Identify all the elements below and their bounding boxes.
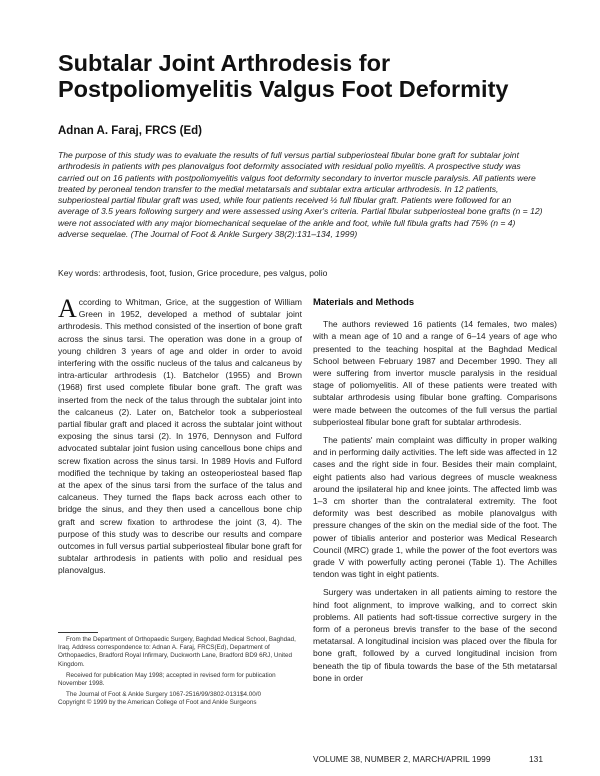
abstract: The purpose of this study was to evaluate the results of full versus partial subperiosteal fibular bone graft for subtalar joint arthrodesis in patients with pes planovalgus foot deformity associated with residual polio myelitis. A prospective study was carried out on 16 patients with postpoliomyelitis valgus foot deformity secondary to invertor muscle paralysis. All patients were treated by peroneal tendon transfer to the medial metatarsals and subtalar extra articular arthrodesis. In 12 patients, subperiosteal partial fibular graft was used, while four patients received ½ full fibular graft. Patients were followed for an average of 3.5 years following surgery and were assessed using Axer's criteria. Partial fibular subperiosteal bone grafts (n = 12) were not associated with any major biomechanical sequelae of the ankle and foot, while full fibula grafts had 75% (n = 4) adverse sequelae. (The Journal of Foot & Ankle Surgery 38(2):131–134, 1999) [58, 150, 543, 240]
keywords: Key words: arthrodesis, foot, fusion, Grice procedure, pes valgus, polio [58, 268, 328, 278]
right-column [313, 296, 557, 684]
intro-paragraph [58, 296, 302, 577]
footnote-journal: The Journal of Foot & Ankle Surgery 1067-2516/99/3802-0131$4.00/0 [66, 691, 261, 699]
page-footer [313, 754, 543, 764]
footnote-copyright: Copyright © 1999 by the American College of Foot and Ankle Surgeons [58, 699, 257, 707]
methods-paragraph-1: The authors reviewed 16 patients (14 females, two males) with a mean age of 10 and a range of 6–14 years of age who presented to the teaching hospital at the Baghdad Medical School between February 1987 and December 1990. They all were suffering from invertor muscle paralysis in the residual stage of poliomyelitis. All of these patients were treated with subtalar arthrodesis using fibular bone grafting. Comparisons were made between the outcomes of the full versus the partial subperiosteal fibular bone graft for subtalar arthrodesis. [313, 319, 557, 427]
footnotes [58, 636, 302, 711]
intro-paragraph-text: ccording to Whitman, Grice, at the suggestion of William Green in 1952, developed a method of subtalar joint arthrodesis. This method consisted of the insertion of bone graft across the sinus tarsi. The operation was done in a group of young children 3 years of age and older in order to avoid interfering with the ossific nucleus of the talus and calcaneus by intra-articular arthrodesis (1). Batchelor (1955) and Brown (1968) first used complete fibular bone graft. The graft was inserted from the neck of the talus through the subtalar joint into the calcaneus (2). Later on, Batchelor took a subperiosteal partial fibular graft and placed it across the subtalar joint without exposing the sinus tarsi (2). In 1976, Dennyson and Fulford advocated subtalar joint fusion using cancellous bone chips and screw fixation across the sinus tarsi. In 1989 Hovis and Fulford modified the technique by taking an osteoperiosteal based flap at the apex of the sinus tarsi from the surface of the talus and calcaneus. They turned the flaps back across each other to bridge the sinus, and they then used a cancellous bone chip graft and screw fixation to arthrodese the joint (3, 4). The purpose of this study was to describe our results and compare outcomes in full versus partial subperiosteal fibular bone graft for subtalar arthrodesis in patients with polio and residual pes planovalgus. [58, 297, 302, 576]
article-title-line-1: Subtalar Joint Arthrodesis for [58, 50, 391, 76]
section-heading-materials-methods: Materials and Methods [313, 296, 415, 307]
methods-paragraph-3: Surgery was undertaken in all patients aiming to restore the hind foot alignment, to improve walking, and to correct skin problems. All patients had soft-tissue corrective surgery in the form of a peroneus brevis transfer to the base of the second metatarsal. A longitudinal incision was placed over the fibula for bone graft, followed by a curved longitudinal incision from beneath the tip of fibula towards the base of the 5th metatarsal bone in order [313, 587, 557, 683]
left-column [58, 296, 302, 577]
article-title-line-2: Postpoliomyelitis Valgus Foot Deformity [58, 76, 509, 102]
footnote-divider [58, 632, 98, 633]
drop-cap: A [58, 294, 77, 323]
article-title [58, 50, 558, 102]
page-number: 131 [529, 754, 543, 764]
footnote-received: Received for publication May 1998; accepted in revised form for publication November 1998. [58, 671, 276, 688]
author-name: Adnan A. Faraj, FRCS (Ed) [58, 125, 202, 137]
footnote-affiliation: From the Department of Orthopaedic Surgery, Baghdad Medical School, Baghdad, Iraq. Address correspondence to: Adnan A. Faraj, FRCS(Ed), Department of Orthopaedics, Bradford Royal Infirmary, Duckworth Lane, Bradford BD9 6RJ, United Kingdom. [58, 636, 296, 668]
methods-paragraph-2: The patients' main complaint was difficulty in proper walking and in performing daily activities. The left side was affected in 12 cases and the right side in four. Besides their main complaint, eight patients also had various degrees of muscle weakness around the ipsilateral hip and knee joints. The affected limb was 1–3 cm shorter than the contralateral extremity. The foot deformity was best described as mobile planovalgus with pressure changes of the skin on the medial side of the foot. The power of tibialis anterior and posterior was Medical Research Council (MRC) grade 1, while the power of the foot evertors was grade V with powerfully acting peronei (Table 1). The Achilles tendon was tight in eight patients. [313, 435, 557, 580]
footer-issue: VOLUME 38, NUMBER 2, MARCH/APRIL 1999 [313, 754, 491, 764]
